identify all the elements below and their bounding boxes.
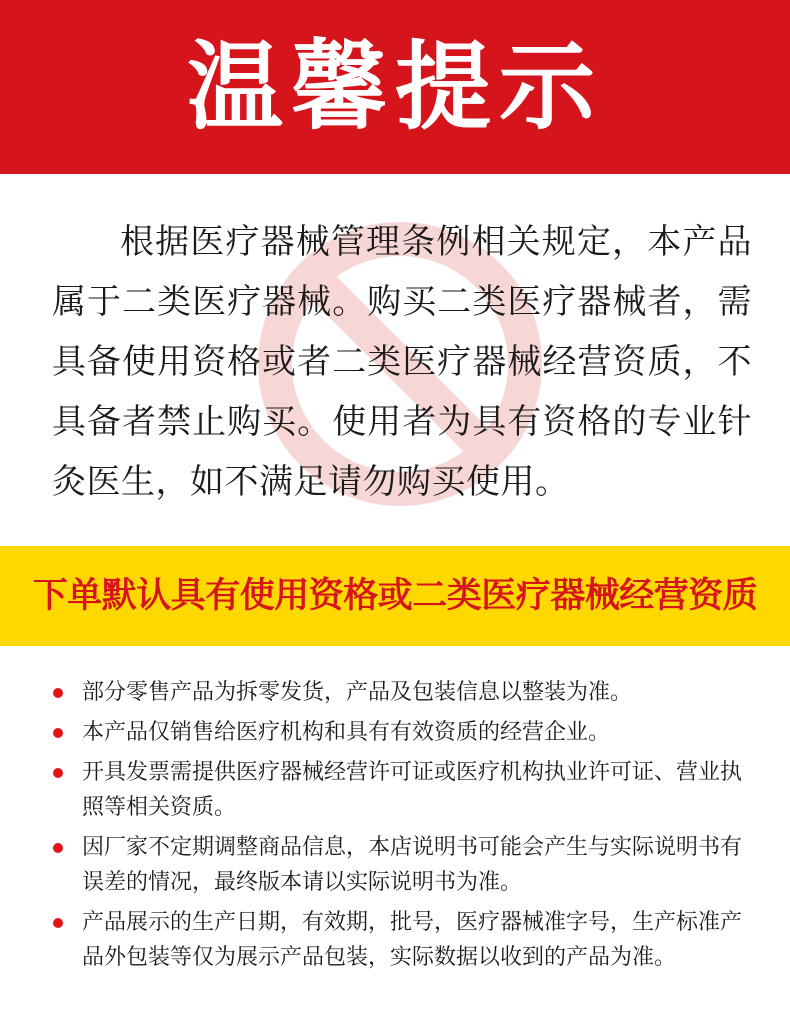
- bullet-dot-icon: [53, 918, 63, 928]
- banner-text: 下单默认具有使用资格或二类医疗器械经营资质: [32, 576, 758, 616]
- header-bar: [0, 0, 790, 174]
- list-item: [50, 675, 762, 710]
- list-item: [50, 830, 762, 900]
- bullet-dot-icon: [53, 768, 63, 778]
- list-item: [50, 715, 762, 750]
- notes-list: [50, 675, 762, 980]
- list-item: [50, 905, 762, 975]
- page-title: 温馨提示: [187, 31, 603, 143]
- qualification-banner: [0, 546, 790, 646]
- bullet-dot-icon: [53, 843, 63, 853]
- regulation-notice-text: 根据医疗器械管理条例相关规定，本产品属于二类医疗器械。购买二类医疗器械者，需具备使用资格或者二类医疗器械经营资质，不具备者禁止购买。使用者为具有资格的专业针灸医生，如不满足请勿购买使用。: [52, 222, 752, 502]
- bullet-dot-icon: [53, 688, 63, 698]
- note-text: 部分零售产品为拆零发货，产品及包装信息以整装为准。: [82, 680, 633, 705]
- list-item: [50, 755, 762, 825]
- note-text: 因厂家不定期调整商品信息，本店说明书可能会产生与实际说明书有误差的情况，最终版本请以实际说明书为准。: [82, 835, 743, 895]
- main-notice-section: [0, 174, 790, 546]
- bullet-dot-icon: [53, 728, 63, 738]
- note-text: 开具发票需提供医疗器械经营许可证或医疗机构执业许可证、营业执照等相关资质。: [82, 760, 743, 820]
- note-text: 本产品仅销售给医疗机构和具有有效资质的经营企业。: [82, 720, 611, 745]
- note-text: 产品展示的生产日期，有效期，批号，医疗器械准字号，生产标准产品外包装等仅为展示产品包装，实际数据以收到的产品为准。: [82, 910, 743, 970]
